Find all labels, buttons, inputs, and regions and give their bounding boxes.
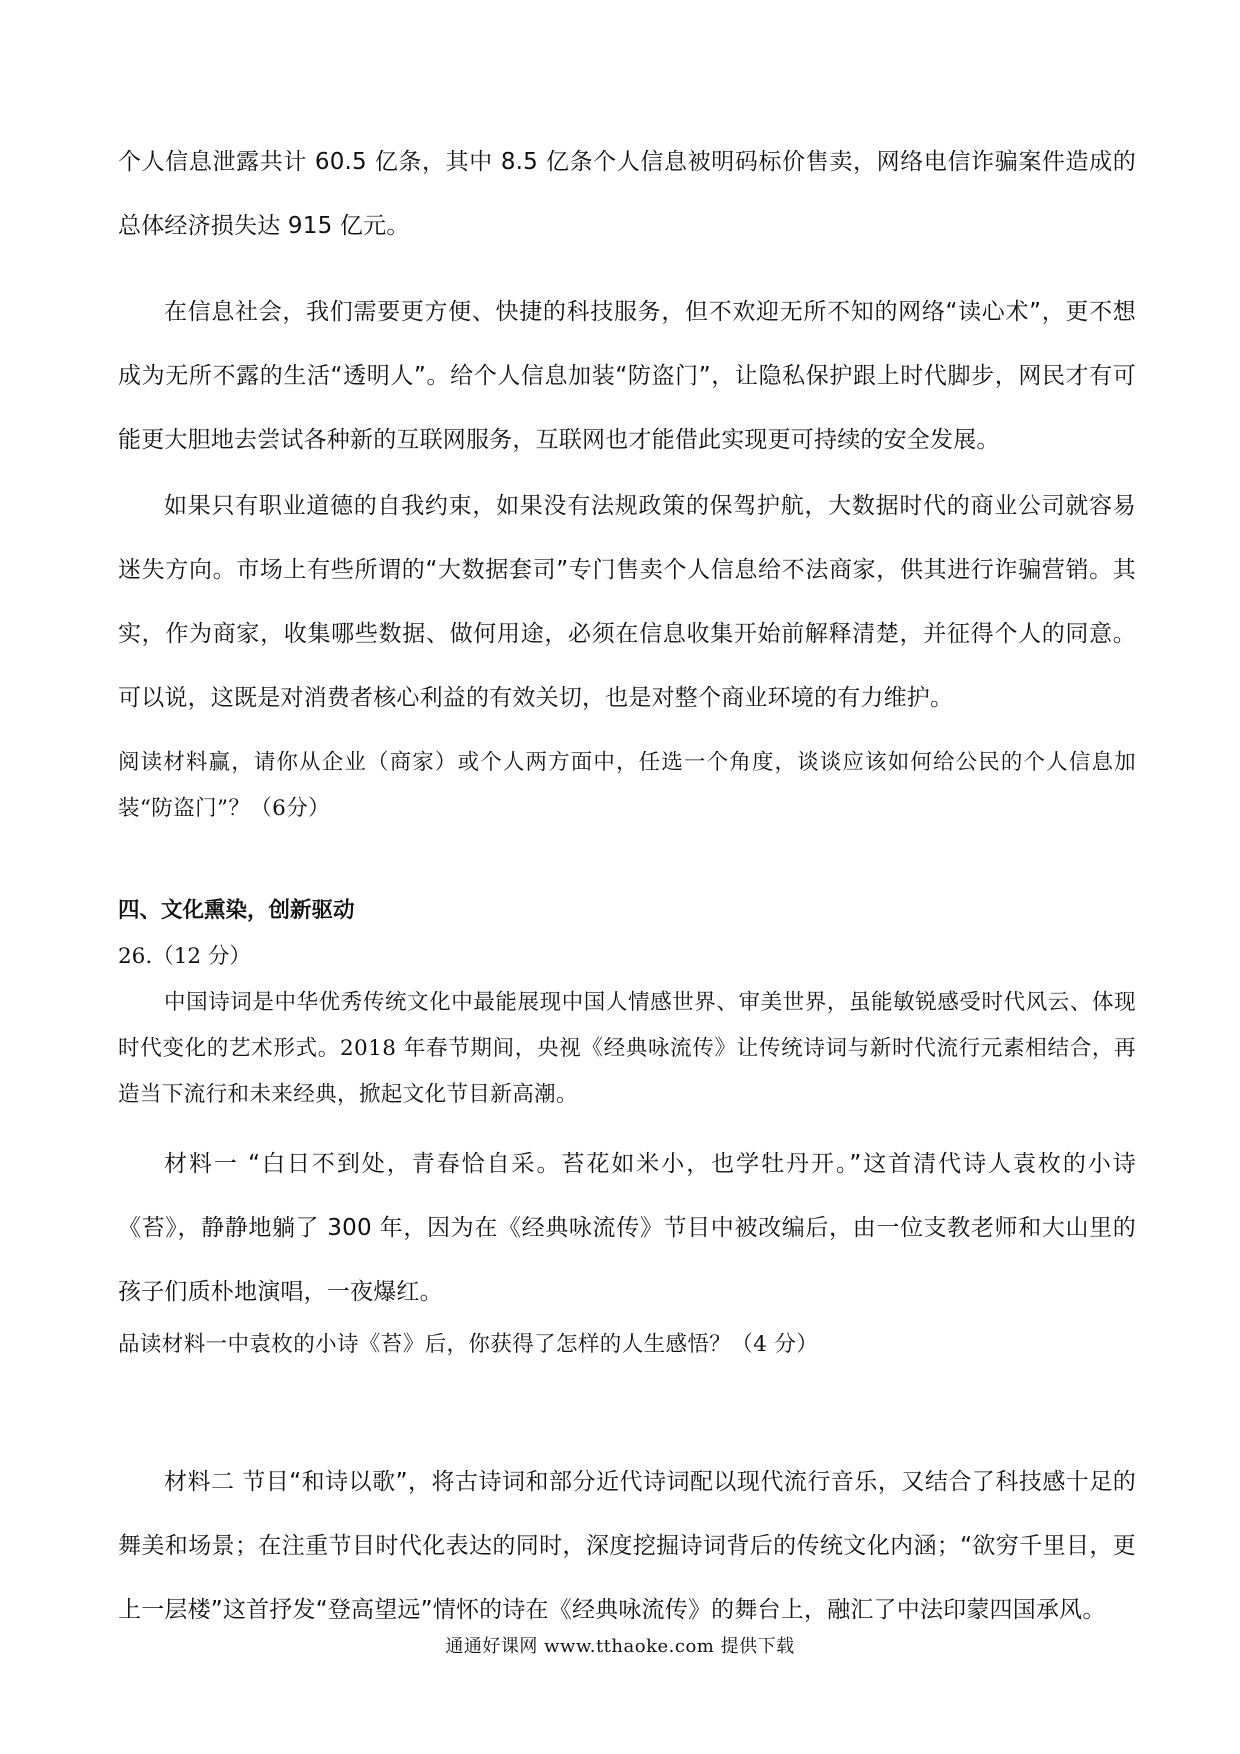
question-number: 26.（12 分） xyxy=(118,944,251,969)
question-26-part-1: 品读材料一中袁枚的小诗《苔》后，你获得了怎样的人生感悟？（4 分） xyxy=(118,1332,819,1357)
page-footer: 通通好课网 www.tthaoke.com 提供下载 xyxy=(445,1636,795,1657)
section-heading: 四、文化熏染，创新驱动 xyxy=(118,898,355,923)
paragraph-big-data-companies: 如果只有职业道德的自我约束，如果没有法规政策的保驾护航，大数据时代的商业公司就容易迷失方向。市场上有些所谓的“大数据套司”专门售卖个人信息给不法商家，供其进行诈骗营销。其实，作为商家，收集哪些数据、做何用途，必须在信息收集开始前解释清楚，并征得个人的同意。可以说，这既是对消费者核心利益的有效关切，也是对整个商业环境的有力维护。 xyxy=(118,493,1136,711)
paragraph-information-society: 在信息社会，我们需要更方便、快捷的科技服务，但不欢迎无所不知的网络“读心术”，更不想成为无所不露的生活“透明人”。给个人信息加装“防盗门”，让隐私保护跟上时代脚步，网民才有可能更大胆地去尝试各种新的互联网服务，互联网也才能借此实现更可持续的安全发展。 xyxy=(118,299,1136,453)
paragraph-material-two: 材料二 节目“和诗以歌”，将古诗词和部分近代诗词配以现代流行音乐，又结合了科技感十足的舞美和场景；在注重节目时代化表达的同时，深度挖掘诗词背后的传统文化内涵；“欲穷千里目，更上一层楼”这首抒发“登高望远”情怀的诗在《经典咏流传》的舞台上，融汇了中法印蒙四国承风。 xyxy=(118,1469,1136,1623)
question-25-prompt: 阅读材料赢，请你从企业（商家）或个人两方面中，任选一个角度，谈谈应该如何给公民的个人信息加装“防盗门”？（6分） xyxy=(118,750,1136,821)
paragraph-material-one: 材料一 “白日不到处，青春恰自采。苔花如米小，也学牡丹开。”这首清代诗人袁枚的小诗《苔》，静静地躺了 300 年，因为在《经典咏流传》节目中被改编后，由一位支教老师和大山里的孩子们质朴地演唱，一夜爆红。 xyxy=(118,1151,1136,1305)
paragraph-poetry-intro: 中国诗词是中华优秀传统文化中最能展现中国人情感世界、审美世界，虽能敏锐感受时代风云、体现时代变化的艺术形式。2018 年春节期间，央视《经典咏流传》让传统诗词与新时代流行元素相结合，再造当下流行和未来经典，掀起文化节目新高潮。 xyxy=(118,990,1136,1107)
paragraph-info-leak-statistics: 个人信息泄露共计 60.5 亿条，其中 8.5 亿条个人信息被明码标价售卖，网络电信诈骗案件造成的总体经济损失达 915 亿元。 xyxy=(118,149,1136,239)
